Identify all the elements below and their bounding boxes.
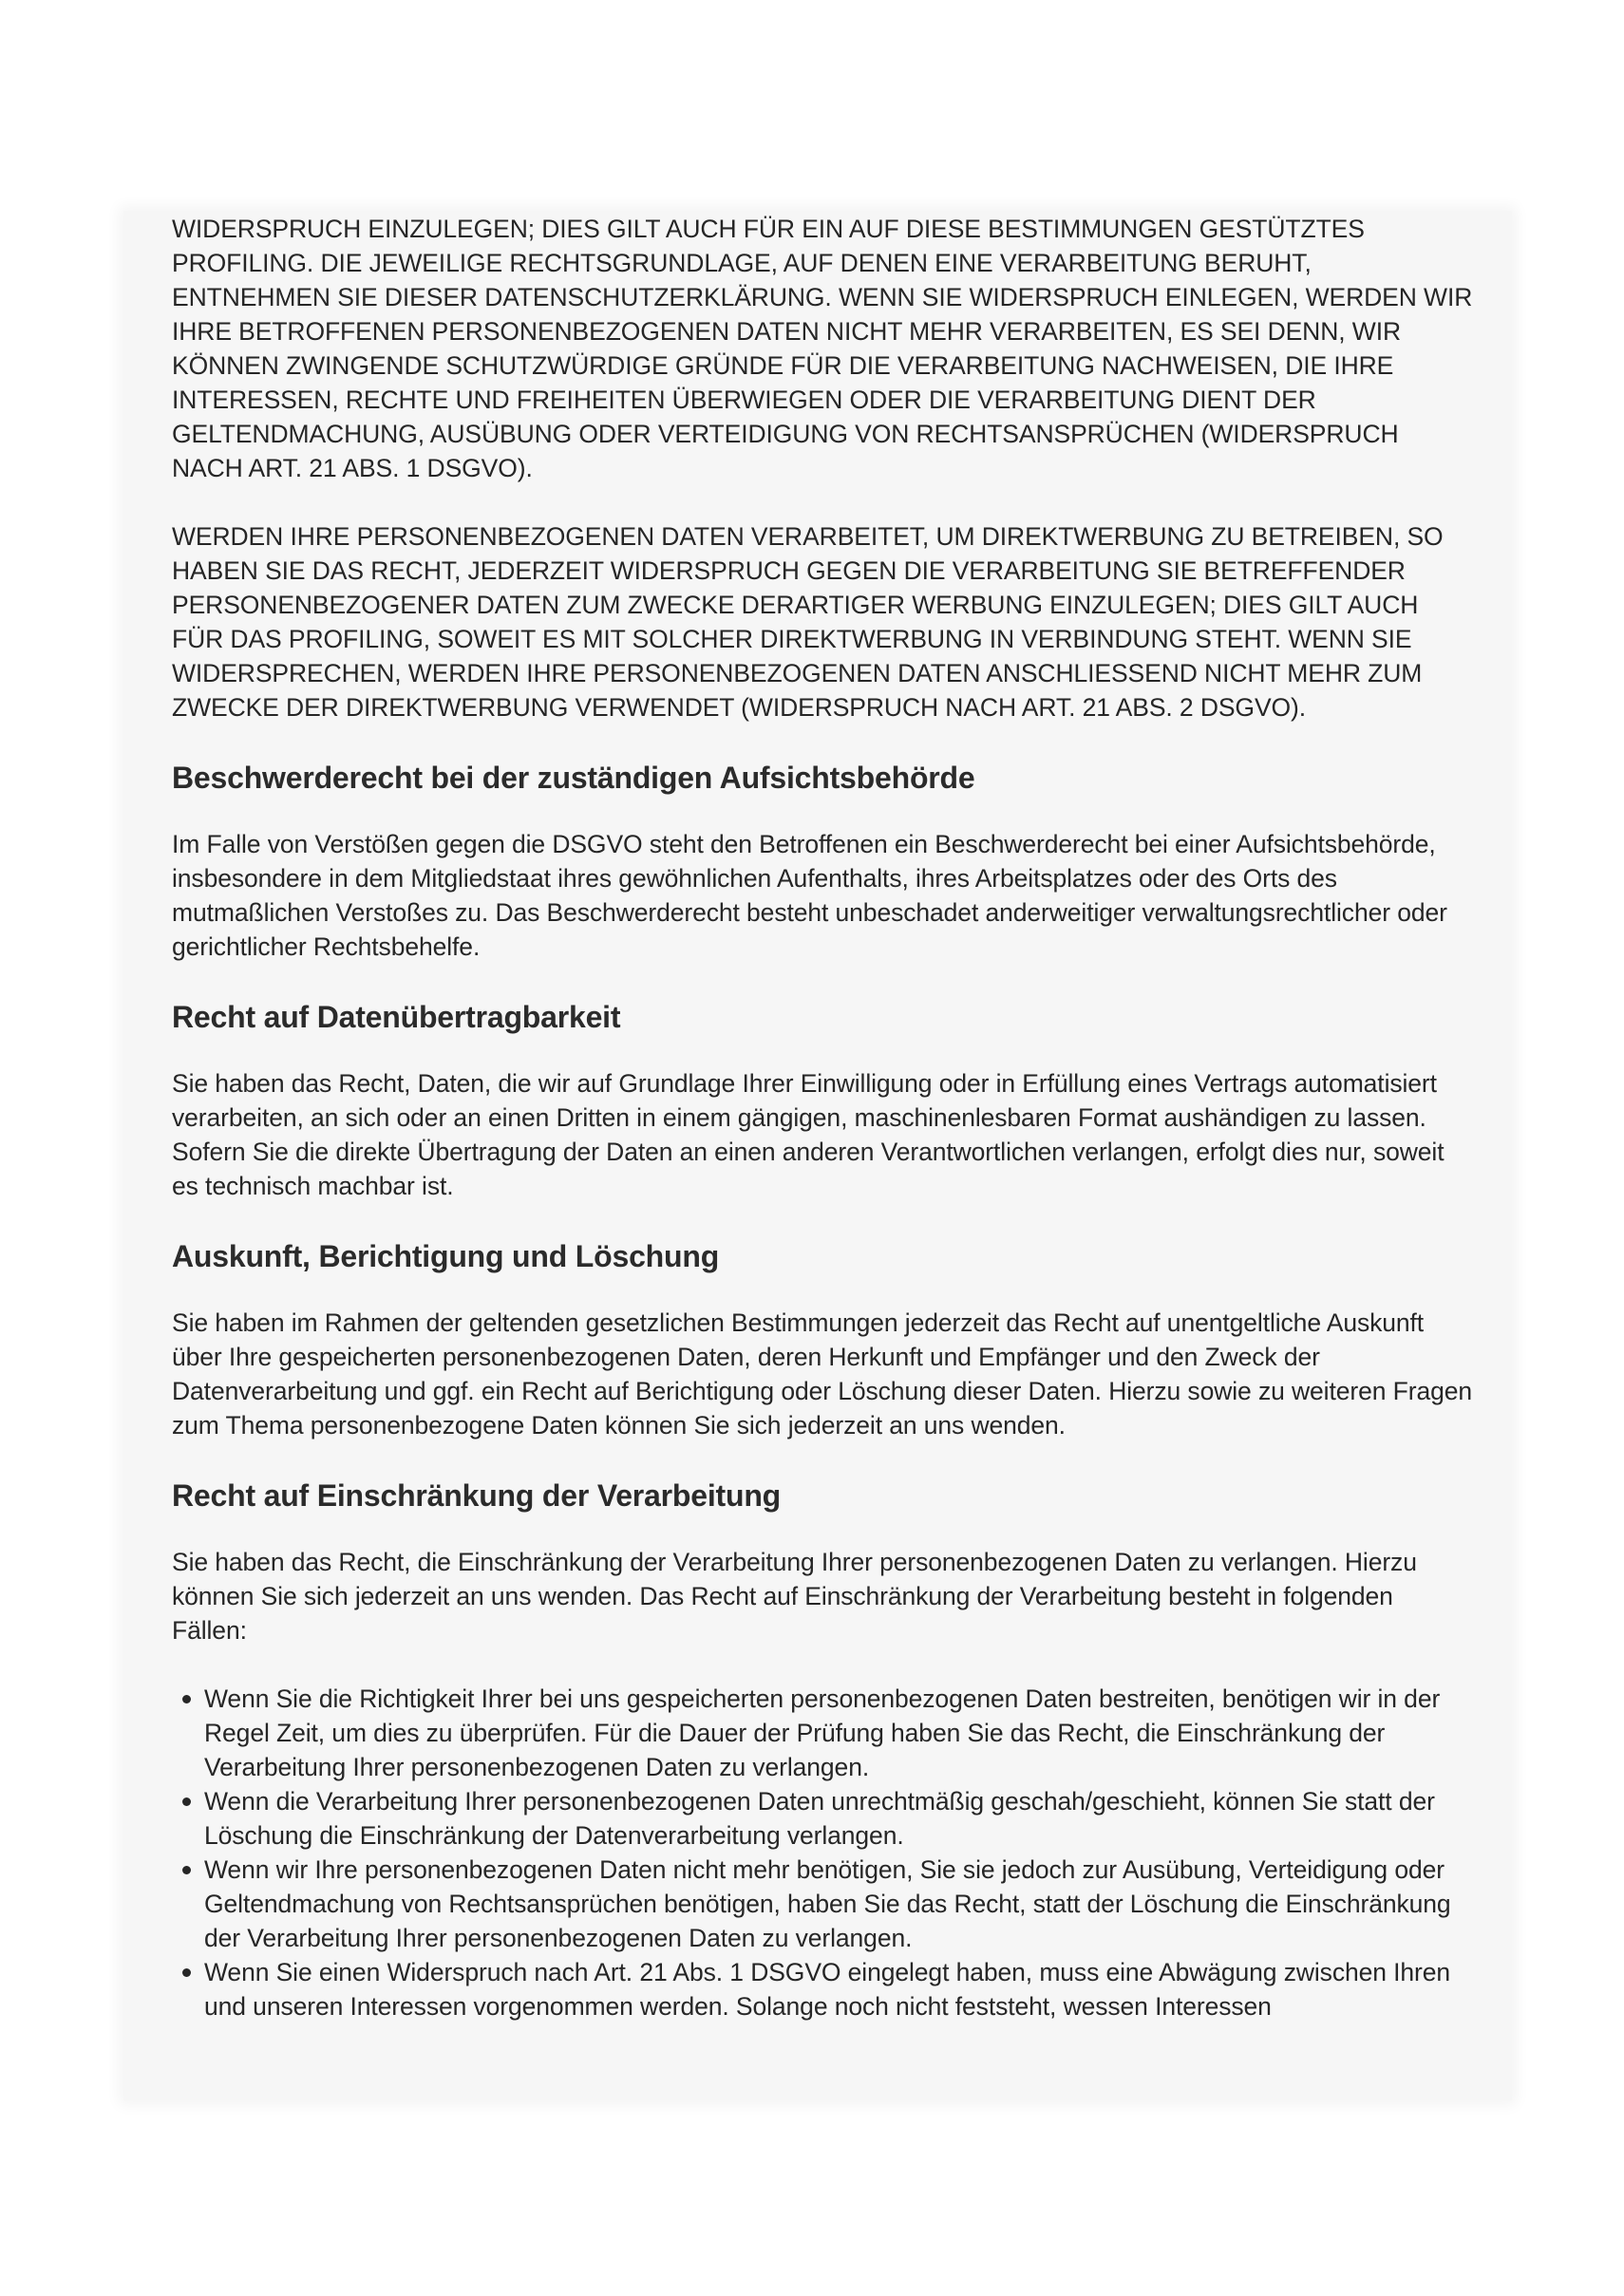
- paragraph-complaint-right: Im Falle von Verstößen gegen die DSGVO steht den Betroffenen ein Beschwerderecht bei einer Aufsichtsbehörde, insbesondere in dem Mitgliedstaat ihres gewöhnlichen Aufenthalts, ihres Arbeitsplatzes oder des Orts des mutmaßlichen Verstoßes zu. Das Beschwerderecht besteht unbeschadet anderweitiger verwaltungsrechtlicher oder gerichtlicher Rechtsbehelfe.: [172, 830, 1447, 961]
- bullet-icon: [182, 1695, 191, 1703]
- list-item: [172, 1955, 1473, 2023]
- bullet-icon: [182, 1797, 191, 1806]
- heading-data-portability: Recht auf Datenübertragbarkeit: [172, 1000, 621, 1034]
- paragraph-restriction-of-processing: Sie haben das Recht, die Einschränkung der Verarbeitung Ihrer personenbezogenen Daten zu verlangen. Hierzu können Sie sich jederzeit an uns wenden. Das Recht auf Einschränkung der Verarbeitung besteht in folgenden Fällen:: [172, 1548, 1417, 1645]
- heading-complaint-right: Beschwerderecht bei der zuständigen Aufsichtsbehörde: [172, 761, 975, 795]
- direct-marketing-paragraph: WERDEN IHRE PERSONENBEZOGENEN DATEN VERARBEITET, UM DIREKTWERBUNG ZU BETREIBEN, SO HABEN SIE DAS RECHT, JEDERZEIT WIDERSPRUCH GEGEN DIE VERARBEITUNG SIE BETREFFENDER PERSONENBEZOGENER DATEN ZUM ZWECKE DERARTIGER WERBUNG EINZULEGEN; DIES GILT AUCH FÜR DAS PROFILING, SOWEIT ES MIT SOLCHER DIREKTWERBUNG IN VERBINDUNG STEHT. WENN SIE WIDERSPRECHEN, WERDEN IHRE PERSONENBEZOGENEN DATEN ANSCHLIESSEND NICHT MEHR ZUM ZWECKE DER DIREKTWERBUNG VERWENDET (WIDERSPRUCH NACH ART. 21 ABS. 2 DSGVO).: [172, 522, 1444, 722]
- bullet-icon: [182, 1866, 191, 1874]
- paragraph-information-correction-deletion: Sie haben im Rahmen der geltenden gesetzlichen Bestimmungen jederzeit das Recht auf unentgeltliche Auskunft über Ihre gespeicherten personenbezogenen Daten, deren Herkunft und Empfänger und den Zweck der Datenverarbeitung und ggf. ein Recht auf Berichtigung oder Löschung dieser Daten. Hierzu sowie zu weiteren Fragen zum Thema personenbezogene Daten können Sie sich jederzeit an uns wenden.: [172, 1308, 1472, 1440]
- list-item: [172, 1682, 1473, 1784]
- list-item-text: Wenn wir Ihre personenbezogenen Daten nicht mehr benötigen, Sie sie jedoch zur Ausübung, Verteidigung oder Geltendmachung von Rechtsansprüchen benötigen, haben Sie das Recht, statt der Löschung die Einschränkung der Verarbeitung Ihrer personenbezogenen Daten zu verlangen.: [204, 1855, 1451, 1952]
- document-panel: [123, 211, 1512, 2100]
- objection-paragraph: WIDERSPRUCH EINZULEGEN; DIES GILT AUCH FÜR EIN AUF DIESE BESTIMMUNGEN GESTÜTZTES PROFILING. DIE JEWEILIGE RECHTSGRUNDLAGE, AUF DENEN EINE VERARBEITUNG BERUHT, ENTNEHMEN SIE DIESER DATENSCHUTZERKLÄRUNG. WENN SIE WIDERSPRUCH EINLEGEN, WERDEN WIR IHRE BETROFFENEN PERSONENBEZOGENEN DATEN NICHT MEHR VERARBEITEN, ES SEI DENN, WIR KÖNNEN ZWINGENDE SCHUTZWÜRDIGE GRÜNDE FÜR DIE VERARBEITUNG NACHWEISEN, DIE IHRE INTERESSEN, RECHTE UND FREIHEITEN ÜBERWIEGEN ODER DIE VERARBEITUNG DIENT DER GELTENDMACHUNG, AUSÜBUNG ODER VERTEIDIGUNG VON RECHTSANSPRÜCHEN (WIDERSPRUCH NACH ART. 21 ABS. 1 DSGVO).: [172, 215, 1473, 482]
- list-item-text: Wenn Sie die Richtigkeit Ihrer bei uns gespeicherten personenbezogenen Daten bestreiten, benötigen wir in der Regel Zeit, um dies zu überprüfen. Für die Dauer der Prüfung haben Sie das Recht, die Einschränkung der Verarbeitung Ihrer personenbezogenen Daten zu verlangen.: [204, 1684, 1441, 1781]
- list-item: [172, 1853, 1473, 1955]
- heading-information-correction-deletion: Auskunft, Berichtigung und Löschung: [172, 1239, 720, 1273]
- list-item-text: Wenn Sie einen Widerspruch nach Art. 21 Abs. 1 DSGVO eingelegt haben, muss eine Abwägung zwischen Ihren und unseren Interessen vorgenommen werden. Solange noch nicht feststeht, wessen Interessen: [204, 1958, 1451, 2021]
- list-item: [172, 1784, 1473, 1853]
- paragraph-data-portability: Sie haben das Recht, Daten, die wir auf Grundlage Ihrer Einwilligung oder in Erfüllung eines Vertrags automatisiert verarbeiten, an sich oder an einen Dritten in einem gängigen, maschinenlesbaren Format aushändigen zu lassen. Sofern Sie die direkte Übertragung der Daten an einen anderen Verantwortlichen verlangen, erfolgt dies nur, soweit es technisch machbar ist.: [172, 1069, 1445, 1200]
- document-body: [172, 212, 1473, 2023]
- restriction-cases-list: [172, 1682, 1473, 2023]
- bullet-icon: [182, 1968, 191, 1977]
- list-item-text: Wenn die Verarbeitung Ihrer personenbezogenen Daten unrechtmäßig geschah/geschieht, können Sie statt der Löschung die Einschränkung der Datenverarbeitung verlangen.: [204, 1787, 1435, 1850]
- heading-restriction-of-processing: Recht auf Einschränkung der Verarbeitung: [172, 1478, 782, 1513]
